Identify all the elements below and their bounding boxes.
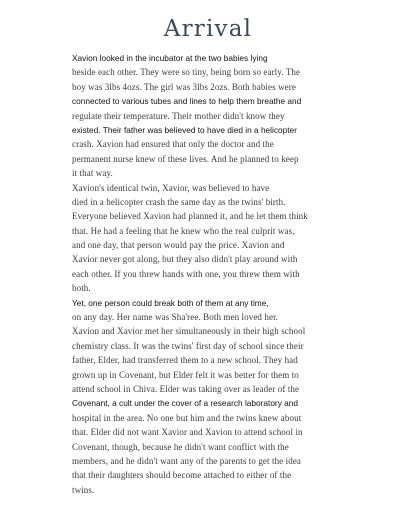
text-line: Xavion and Xavior met her simultaneously in their high school <box>72 326 306 337</box>
text-line: that. Elder did not want Xavior and Xavion to attend school in <box>72 427 303 438</box>
text-line: beside each other. They were so tiny, being born so early. The <box>72 67 301 78</box>
text-line: that. He had a feeling that he knew who the real culprit was, <box>72 225 295 236</box>
text-line: boy was 3lbs 4ozs. The girl was 3lbs 2ozs. Both babies were <box>72 81 296 92</box>
text-line: Everyone believed Xavion had planned it, and he let them think <box>72 211 308 222</box>
text-line: attend school in Chiva. Elder was taking over as leader of the <box>72 383 300 394</box>
text-line: existed. Their father was believed to have died in a helicopter <box>72 124 297 135</box>
text-line: that their daughters should become attached to either of the <box>72 470 292 481</box>
text-line: permanent nurse knew of these lives. And he planned to keep <box>72 153 299 164</box>
text-line: twins. <box>72 484 95 495</box>
text-line: chemistry class. It was the twins' first day of school since their <box>72 340 304 351</box>
text-line: Covenant, a cult under the cover of a research laboratory and <box>72 398 298 409</box>
text-line: father, Elder, had transferred them to a new school. They had <box>72 355 298 366</box>
text-line: hospital in the area. No one but him and the twins knew about <box>72 412 302 423</box>
text-line: Xavior never got along, but they also didn't play around with <box>72 254 298 265</box>
text-line: and one day, that person would pay the price. Xavion and <box>72 240 285 251</box>
text-line: Yet, one person could break both of them at any time, <box>72 297 269 308</box>
text-line: members, and he didn't want any of the parents to get the idea <box>72 455 302 466</box>
text-line: Xavion looked in the incubator at the two babies lying <box>72 53 268 63</box>
text-line: grown up in Covenant, but Elder felt it was better for them to <box>72 369 299 380</box>
chapter-title: Arrival <box>163 16 253 42</box>
text-line: connected to various tubes and lines to help them breathe and <box>72 96 302 107</box>
text-line: each other. If you threw hands with one, you threw them with <box>72 268 300 279</box>
text-line: on any day. Her name was Sha'ree. Both men loved her. <box>72 312 279 323</box>
text-line: Xavion's identical twin, Xavior, was believed to have <box>72 182 270 193</box>
chapter-body <box>72 51 342 497</box>
text-line: Covenant, though, because he didn't want conflict with the <box>72 441 289 452</box>
text-line: died in a helicopter crash the same day as the twins' birth. <box>72 196 286 207</box>
text-line: regulate their temperature. Their mother didn't know they <box>72 110 285 121</box>
text-line: both. <box>72 283 91 294</box>
text-line: it that way. <box>72 168 113 179</box>
text-line: crash. Xavion had ensured that only the doctor and the <box>72 139 274 150</box>
